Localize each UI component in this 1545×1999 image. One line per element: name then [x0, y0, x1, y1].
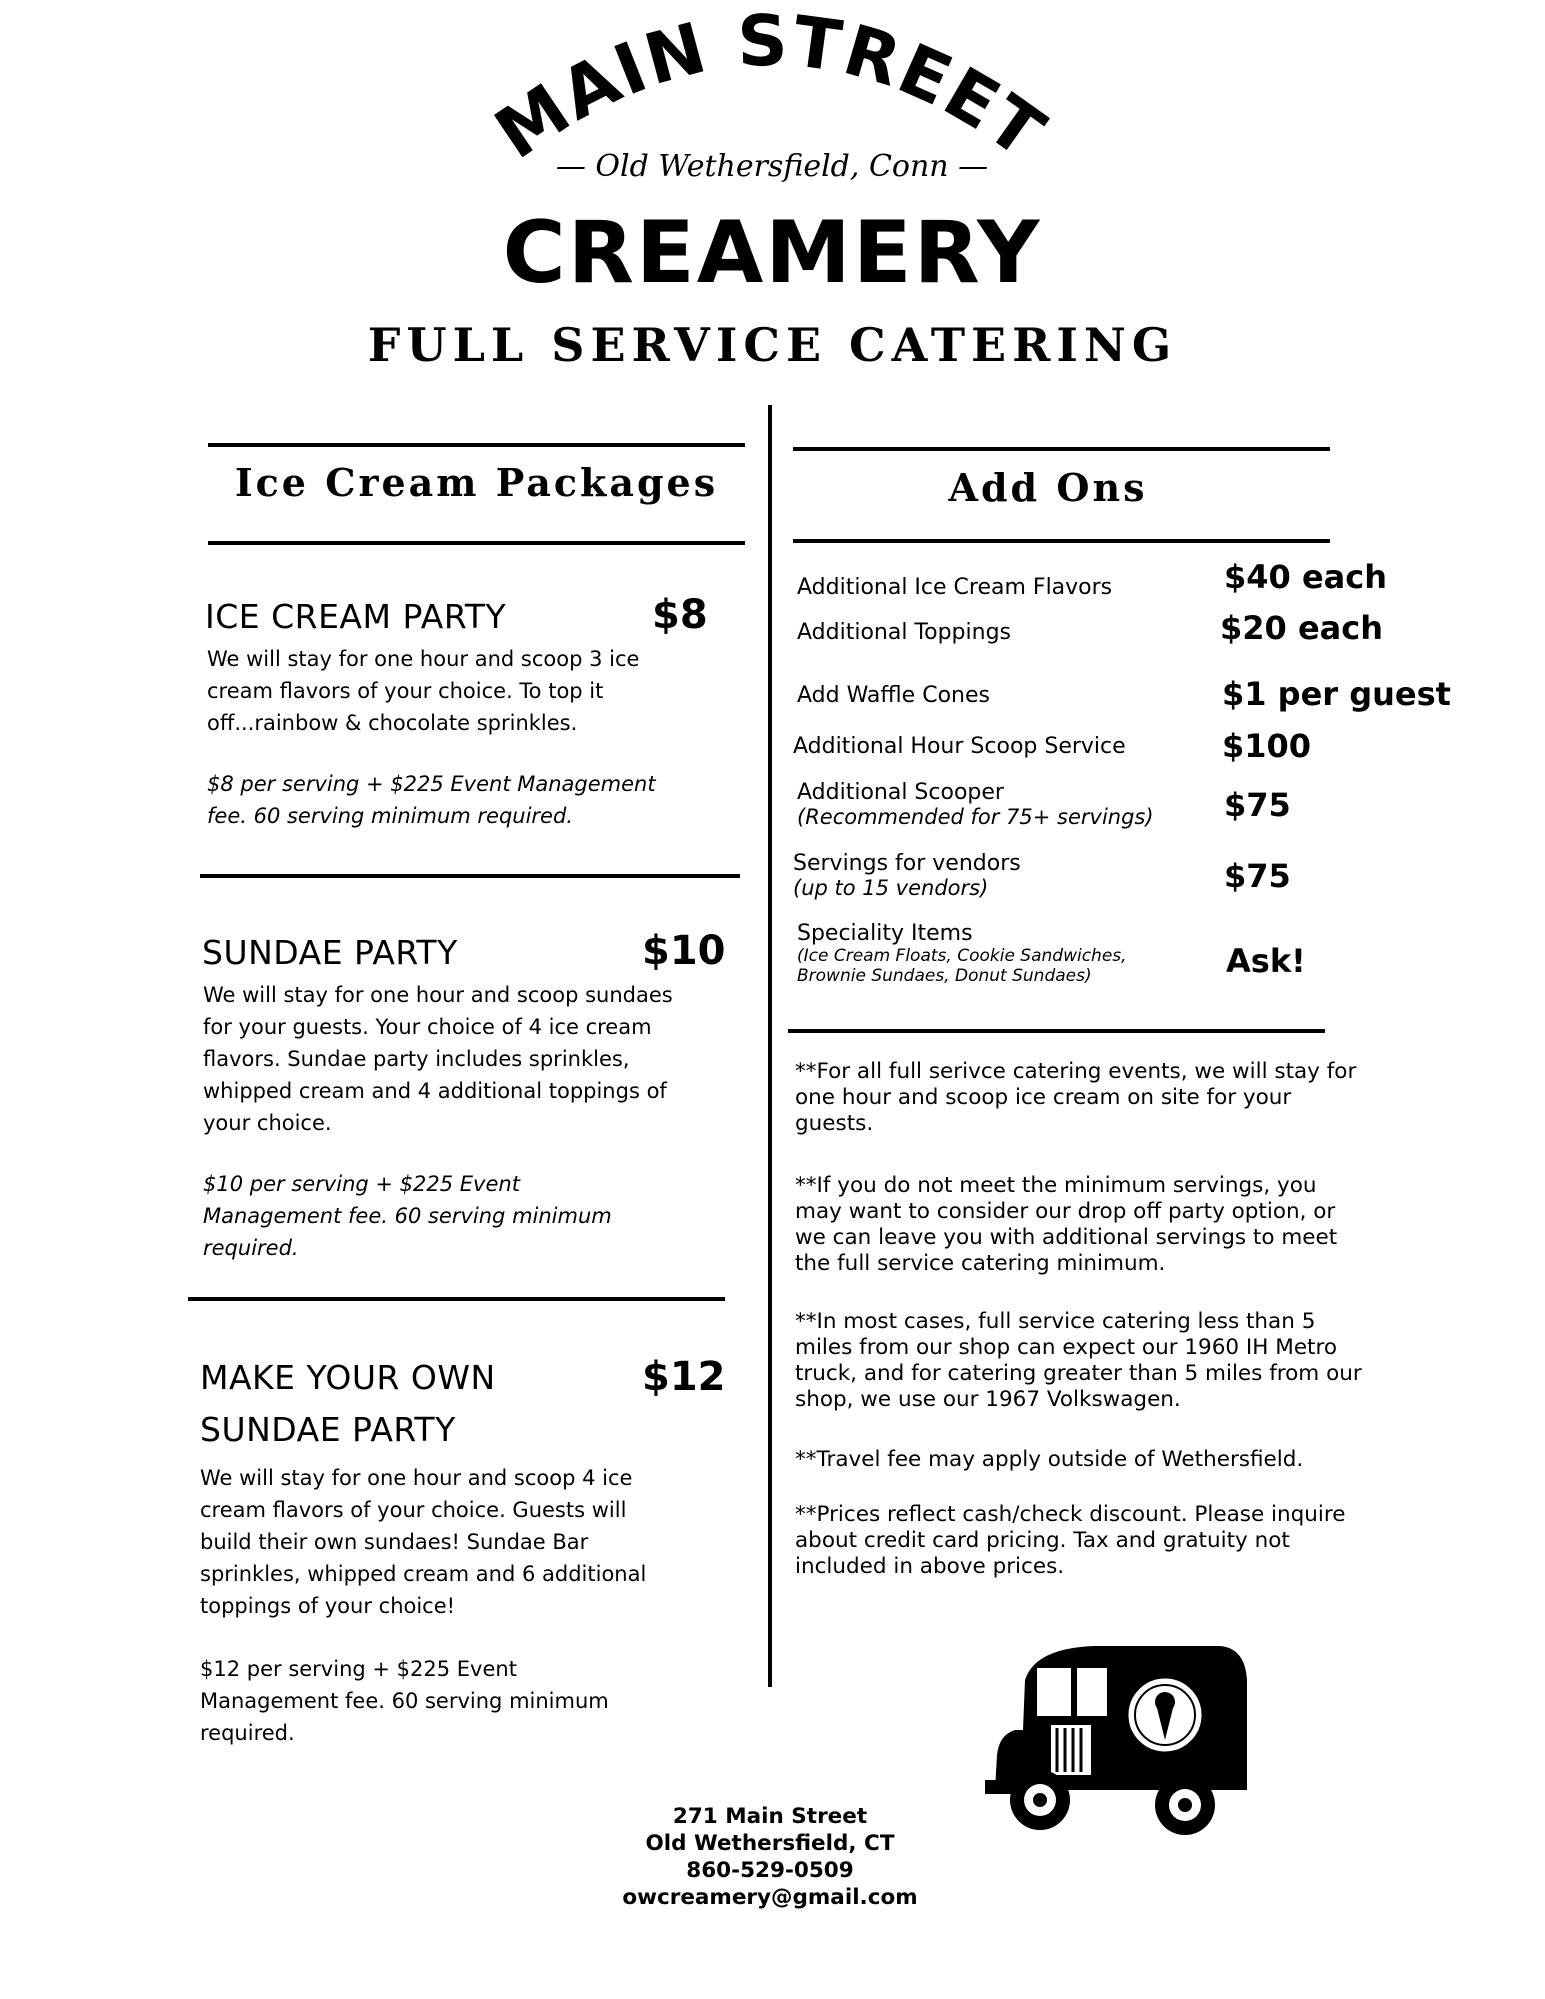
brand-top-text: MAIN STREET — [480, 0, 1061, 176]
package-price: $10 — [642, 928, 726, 974]
note: **For all full serivce catering events, we will stay for one hour and scoop ice cream on site for your guests. — [795, 1059, 1357, 1136]
addon-price: $20 each — [1220, 609, 1383, 647]
contact-phone[interactable]: 860-529-0509 — [686, 1858, 854, 1883]
package-fee: $10 per serving + $225 Event Management fee. 60 serving minimum required. — [203, 1172, 612, 1260]
contact-block — [560, 1803, 980, 1911]
addon-label: Additional Ice Cream Flavors — [797, 575, 1113, 600]
package-name: MAKE YOUR OWN — [200, 1358, 496, 1397]
packages-heading-bottom-rule — [208, 541, 745, 545]
addon-label — [793, 852, 1021, 900]
package-name-line2: SUNDAE PARTY — [200, 1410, 456, 1449]
addon-price: $75 — [1224, 857, 1291, 895]
addon-label — [797, 781, 1154, 829]
package-description: We will stay for one hour and scoop sundaes for your guests. Your choice of 4 ice cream flavors. Sundae party includes sprinkles, whipped cream and 4 additional toppings of your choice. — [203, 983, 673, 1135]
page-title: FULL SERVICE CATERING — [367, 318, 1178, 372]
note: **Prices reflect cash/check discount. Please inquire about credit card pricing. Tax and gratuity not included in above prices. — [795, 1502, 1346, 1579]
addon-label: Additional Toppings — [797, 620, 1012, 645]
addon-price: $100 — [1222, 727, 1312, 765]
packages-heading-top-rule — [208, 443, 745, 447]
packages-heading: Ice Cream Packages — [234, 460, 719, 505]
package-price: $8 — [652, 592, 708, 638]
addon-label — [797, 922, 1157, 986]
addons-heading-top-rule — [793, 447, 1330, 451]
note: **If you do not meet the minimum servings, you may want to consider our drop off party option, or we can leave you with additional servings to meet the full service catering minimum. — [795, 1173, 1338, 1276]
package-name: SUNDAE PARTY — [202, 933, 458, 972]
addons-heading-bottom-rule — [793, 539, 1330, 543]
note: **In most cases, full service catering less than 5 miles from our shop can expect our 1960 IH Metro truck, and for catering greater than 5 miles from our shop, we use our 1967 Volkswagen. — [795, 1309, 1362, 1412]
package-price: $12 — [642, 1354, 726, 1400]
addon-label-sub: (Recommended for 75+ servings) — [797, 805, 1154, 829]
package-divider — [200, 874, 740, 878]
package-divider — [188, 1297, 725, 1301]
addon-price: $40 each — [1224, 558, 1387, 596]
brand-bottom-text: CREAMERY — [502, 203, 1042, 300]
column-divider — [768, 405, 772, 1687]
brand-logo — [0, 0, 1545, 300]
package-description: We will stay for one hour and scoop 4 ice cream flavors of your choice. Guests will build their own sundaes! Sundae Bar sprinkles, whipped cream and 6 additional toppings of your choice! — [200, 1466, 647, 1618]
addon-label: Add Waffle Cones — [797, 683, 990, 708]
package-description: We will stay for one hour and scoop 3 ice cream flavors of your choice. To top it off...rainbow & chocolate sprinkles. — [207, 647, 640, 735]
addon-label-main: Additional Scooper — [797, 780, 1004, 805]
brand-location: — Old Wethersfield, Conn — — [555, 149, 989, 184]
addon-label-sub: (up to 15 vendors) — [793, 876, 989, 900]
addon-label-main: Speciality Items — [797, 921, 973, 946]
addon-label: Additional Hour Scoop Service — [793, 734, 1126, 759]
contact-street: 271 Main Street — [672, 1804, 868, 1829]
addon-price: $75 — [1224, 786, 1291, 824]
addon-label-sub: (Ice Cream Floats, Cookie Sandwiches, Brownie Sundaes, Donut Sundaes) — [797, 946, 1127, 986]
addon-price: $1 per guest — [1222, 675, 1451, 713]
addon-price: Ask! — [1226, 942, 1306, 980]
package-name: ICE CREAM PARTY — [205, 597, 507, 636]
contact-email[interactable]: owcreamery@gmail.com — [622, 1885, 918, 1910]
addons-bottom-rule — [788, 1029, 1325, 1033]
package-fee: $8 per serving + $225 Event Management fee. 60 serving minimum required. — [207, 772, 656, 828]
addons-heading: Add Ons — [948, 465, 1148, 510]
package-fee: $12 per serving + $225 Event Management fee. 60 serving minimum required. — [200, 1657, 609, 1745]
note: **Travel fee may apply outside of Wethersfield. — [795, 1447, 1304, 1472]
ice-cream-truck-icon — [985, 1640, 1250, 1845]
addon-label-main: Servings for vendors — [793, 851, 1021, 876]
contact-city: Old Wethersfield, CT — [645, 1831, 895, 1856]
